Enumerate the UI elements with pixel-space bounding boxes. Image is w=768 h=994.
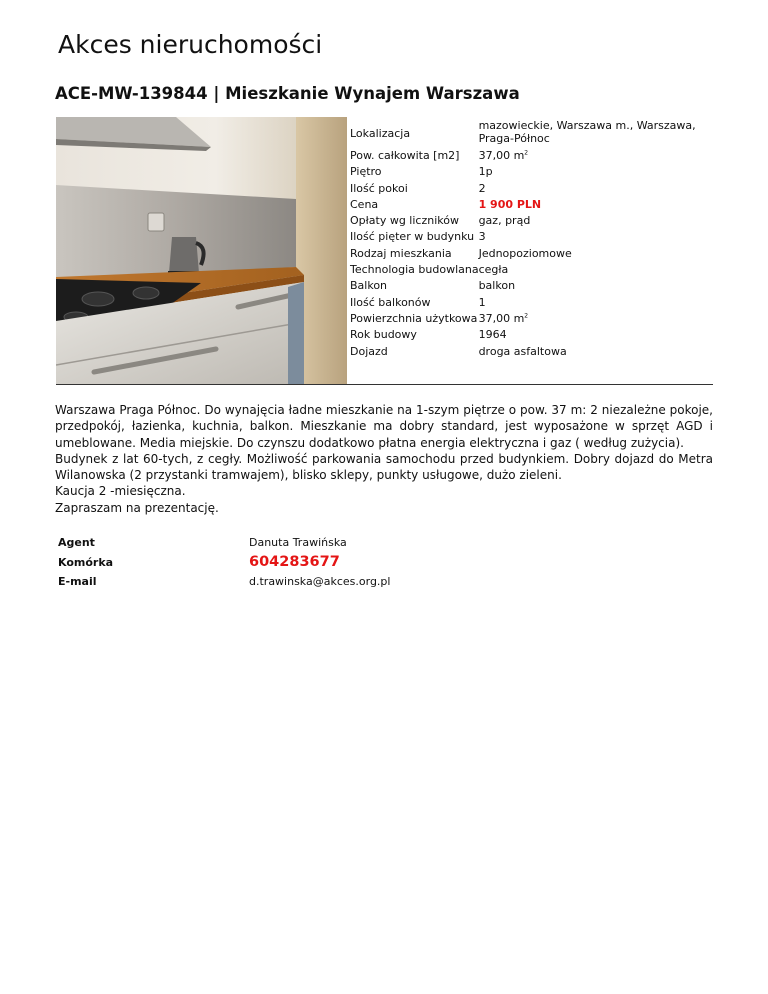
description-paragraph: Zapraszam na prezentację.: [55, 500, 219, 515]
listing-photo[interactable]: [56, 117, 347, 384]
prop-value: 3: [478, 230, 486, 244]
agent-label: Agent: [58, 536, 95, 549]
prop-label: Rok budowy: [350, 328, 417, 342]
prop-value: mazowieckie, Warszawa m., Warszawa, Praga-Północ: [478, 119, 696, 145]
prop-label: Ilość pięter w budynku: [350, 230, 475, 244]
prop-row-balcony: [350, 278, 715, 294]
prop-label: Cena: [350, 197, 379, 211]
prop-value: droga asfaltowa: [478, 344, 567, 358]
prop-label: Powierzchnia użytkowa: [350, 311, 478, 325]
prop-row-total-area: [350, 148, 715, 164]
agency-name: Akces nieruchomości: [58, 30, 323, 59]
email-link[interactable]: d.trawinska@akces.org.pl: [249, 574, 391, 588]
prop-row-access: [350, 344, 715, 360]
prop-value: Jednopoziomowe: [478, 246, 572, 260]
price-value: 1 900 PLN: [478, 197, 542, 211]
prop-row-balcony-count: [350, 295, 715, 311]
description-paragraph: Kaucja 2 -miesięczna.: [55, 484, 186, 499]
phone-number[interactable]: 604283677: [249, 554, 340, 570]
prop-value: gaz, prąd: [478, 214, 531, 228]
prop-label: Rodzaj mieszkania: [350, 246, 452, 260]
contact-row-email: [58, 572, 390, 590]
prop-value: cegła: [478, 263, 509, 277]
prop-label: Opłaty wg liczników: [350, 214, 459, 228]
contact-row-phone: [58, 552, 390, 572]
listing-title: ACE-MW-139844 | Mieszkanie Wynajem Warszawa: [55, 84, 520, 103]
prop-value: 1: [478, 295, 486, 309]
prop-row-floor: [350, 164, 715, 180]
prop-label: Technologia budowlana: [350, 263, 479, 277]
email-label: E-mail: [58, 574, 97, 588]
phone-label: Komórka: [58, 555, 114, 569]
prop-value: 1964: [478, 328, 507, 342]
prop-value: 1p: [478, 165, 493, 179]
prop-label: Ilość balkonów: [350, 295, 431, 309]
prop-row-price: [350, 197, 715, 213]
prop-label: Piętro: [350, 165, 382, 179]
prop-value: 37,00 $m^2$: [478, 149, 529, 162]
listing-description: [55, 402, 713, 516]
unit-superscript: 2: [524, 149, 529, 157]
agent-contact-table: [58, 533, 390, 590]
prop-row-year-built: [350, 327, 715, 343]
prop-label: Lokalizacja: [350, 127, 411, 140]
prop-value: 37,00 $m^2$: [478, 311, 529, 325]
prop-value: 2: [478, 181, 486, 195]
prop-row-technology: [350, 262, 715, 278]
agent-name: Danuta Trawińska: [249, 536, 347, 549]
prop-row-location: [350, 119, 715, 148]
property-details-table: [350, 119, 715, 360]
prop-row-fees: [350, 213, 715, 229]
contact-row-agent: [58, 533, 390, 552]
unit-superscript: 2: [524, 312, 529, 320]
description-paragraph: Warszawa Praga Północ. Do wynajęcia ładne mieszkanie na 1-szym piętrze o pow. 37 m: 2 niezależne pokoje, przedpokój, łazienka, kuchnia, balkon. Mieszkanie ma dobry standard, jest wyposażone w sprzęt AGD i umeblowane. Media miejskie. Do czynszu dodatkowo płatna energia elektryczna i gaz ( według zużycia).: [55, 403, 713, 450]
prop-label: Ilość pokoi: [350, 181, 408, 195]
prop-label: Balkon: [350, 279, 388, 293]
prop-row-rooms: [350, 181, 715, 197]
prop-label: Pow. całkowita [m2]: [350, 149, 460, 162]
prop-row-usable-area: [350, 311, 715, 327]
prop-row-building-floors: [350, 229, 715, 245]
kitchen-photo: [56, 117, 347, 384]
prop-row-apartment-type: [350, 246, 715, 262]
section-divider: [56, 384, 713, 385]
prop-label: Dojazd: [350, 344, 388, 358]
description-paragraph: Budynek z lat 60-tych, z cegły. Możliwość parkowania samochodu przed budynkiem. Dobry dojazd do Metra Wilanowska (2 przystanki tramwajem), blisko sklepy, punkty usługowe, dużo zieleni.: [55, 451, 713, 483]
prop-value: balkon: [478, 279, 516, 293]
